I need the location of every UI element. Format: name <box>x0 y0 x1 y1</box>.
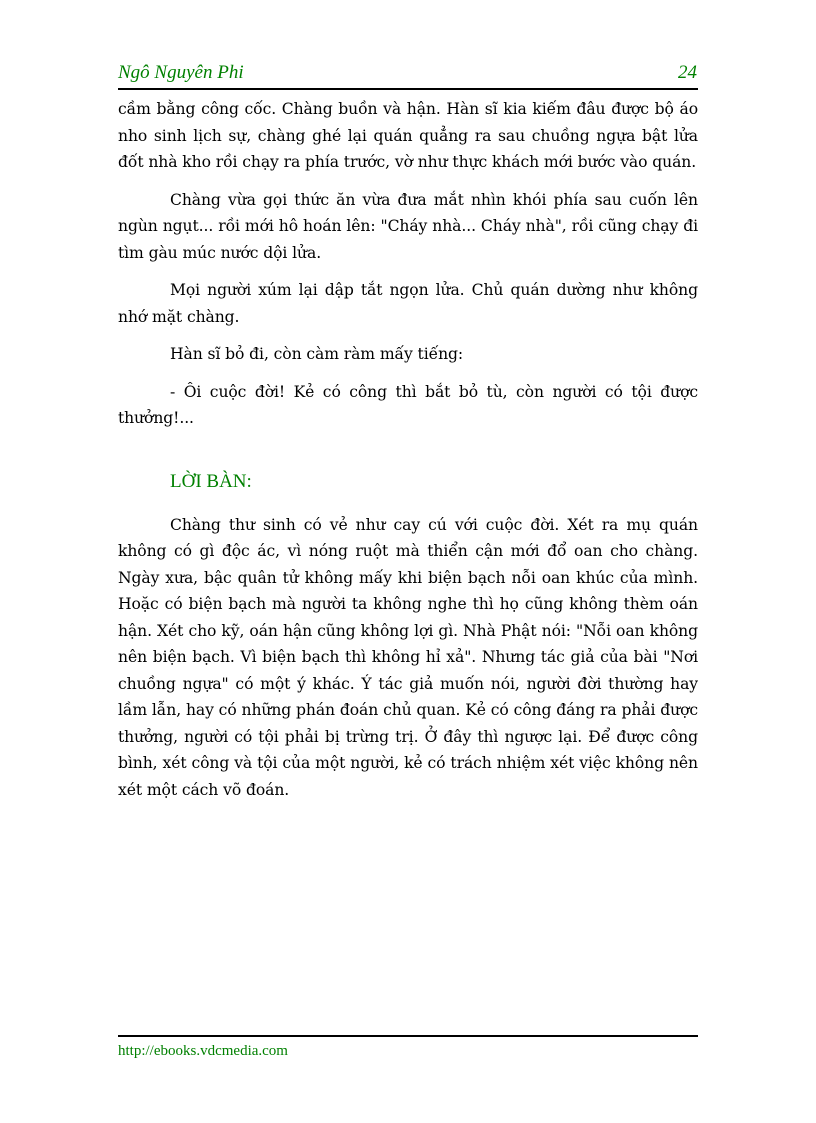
footer-rule <box>118 1035 698 1037</box>
body-paragraph: Chàng vừa gọi thức ăn vừa đưa mắt nhìn khói phía sau cuốn lên ngùn ngụt... rồi mới hô hoán lên: "Cháy nhà... Cháy nhà", rồi cũng chạy đi tìm gàu múc nước dội lửa. <box>118 190 698 262</box>
header-rule <box>118 88 698 90</box>
body-paragraph: Hàn sĩ bỏ đi, còn càm ràm mấy tiếng: <box>170 345 464 363</box>
author-name: Ngô Nguyên Phi <box>118 62 244 83</box>
body-paragraph: - Ôi cuộc đời! Kẻ có công thì bắt bỏ tù, còn người có tội được thưởng!... <box>118 382 698 427</box>
footer-url: http://ebooks.vdcmedia.com <box>118 1043 288 1059</box>
body-paragraph: Mọi người xúm lại dập tắt ngọn lửa. Chủ quán dường như không nhớ mặt chàng. <box>118 281 698 326</box>
page-body <box>118 96 698 814</box>
section-title: LỜI BÀN: <box>170 470 252 492</box>
commentary-paragraph: Chàng thư sinh có vẻ như cay cú với cuộc đời. Xét ra mụ quán không có gì độc ác, vì nóng ruột mà thiển cận mới đổ oan cho chàng. Ngày xưa, bậc quân tử không mấy khi biện bạch nỗi oan khúc của mình. Hoặc có biện bạch mà người ta không nghe thì họ cũng không thèm oán hận. Xét cho kỹ, oán hận cũng không lợi gì. Nhà Phật nói: "Nỗi oan không nên biện bạch. Vì biện bạch thì không hỉ xả". Nhưng tác giả của bài "Nơi chuồng ngựa" có một ý khác. Ý tác giả muốn nói, người đời thường hay lầm lẫn, hay có những phán đoán chủ quan. Kẻ có công đáng ra phải được thưởng, người có tội phải bị trừng trị. Ở đây thì ngược lại. Để được công bình, xét công và tội của một người, kẻ có trách nhiệm xét việc không nên xét một cách võ đoán. <box>118 515 698 799</box>
page-number: 24 <box>678 62 697 83</box>
body-paragraph: cầm bằng công cốc. Chàng buồn và hận. Hàn sĩ kia kiếm đâu được bộ áo nho sinh lịch sự, chàng ghé lại quán quẳng ra sau chuồng ngựa bật lửa đốt nhà kho rồi chạy ra phía trước, vờ như thực khách mới bước vào quán. <box>118 100 698 171</box>
page-header <box>118 62 697 88</box>
